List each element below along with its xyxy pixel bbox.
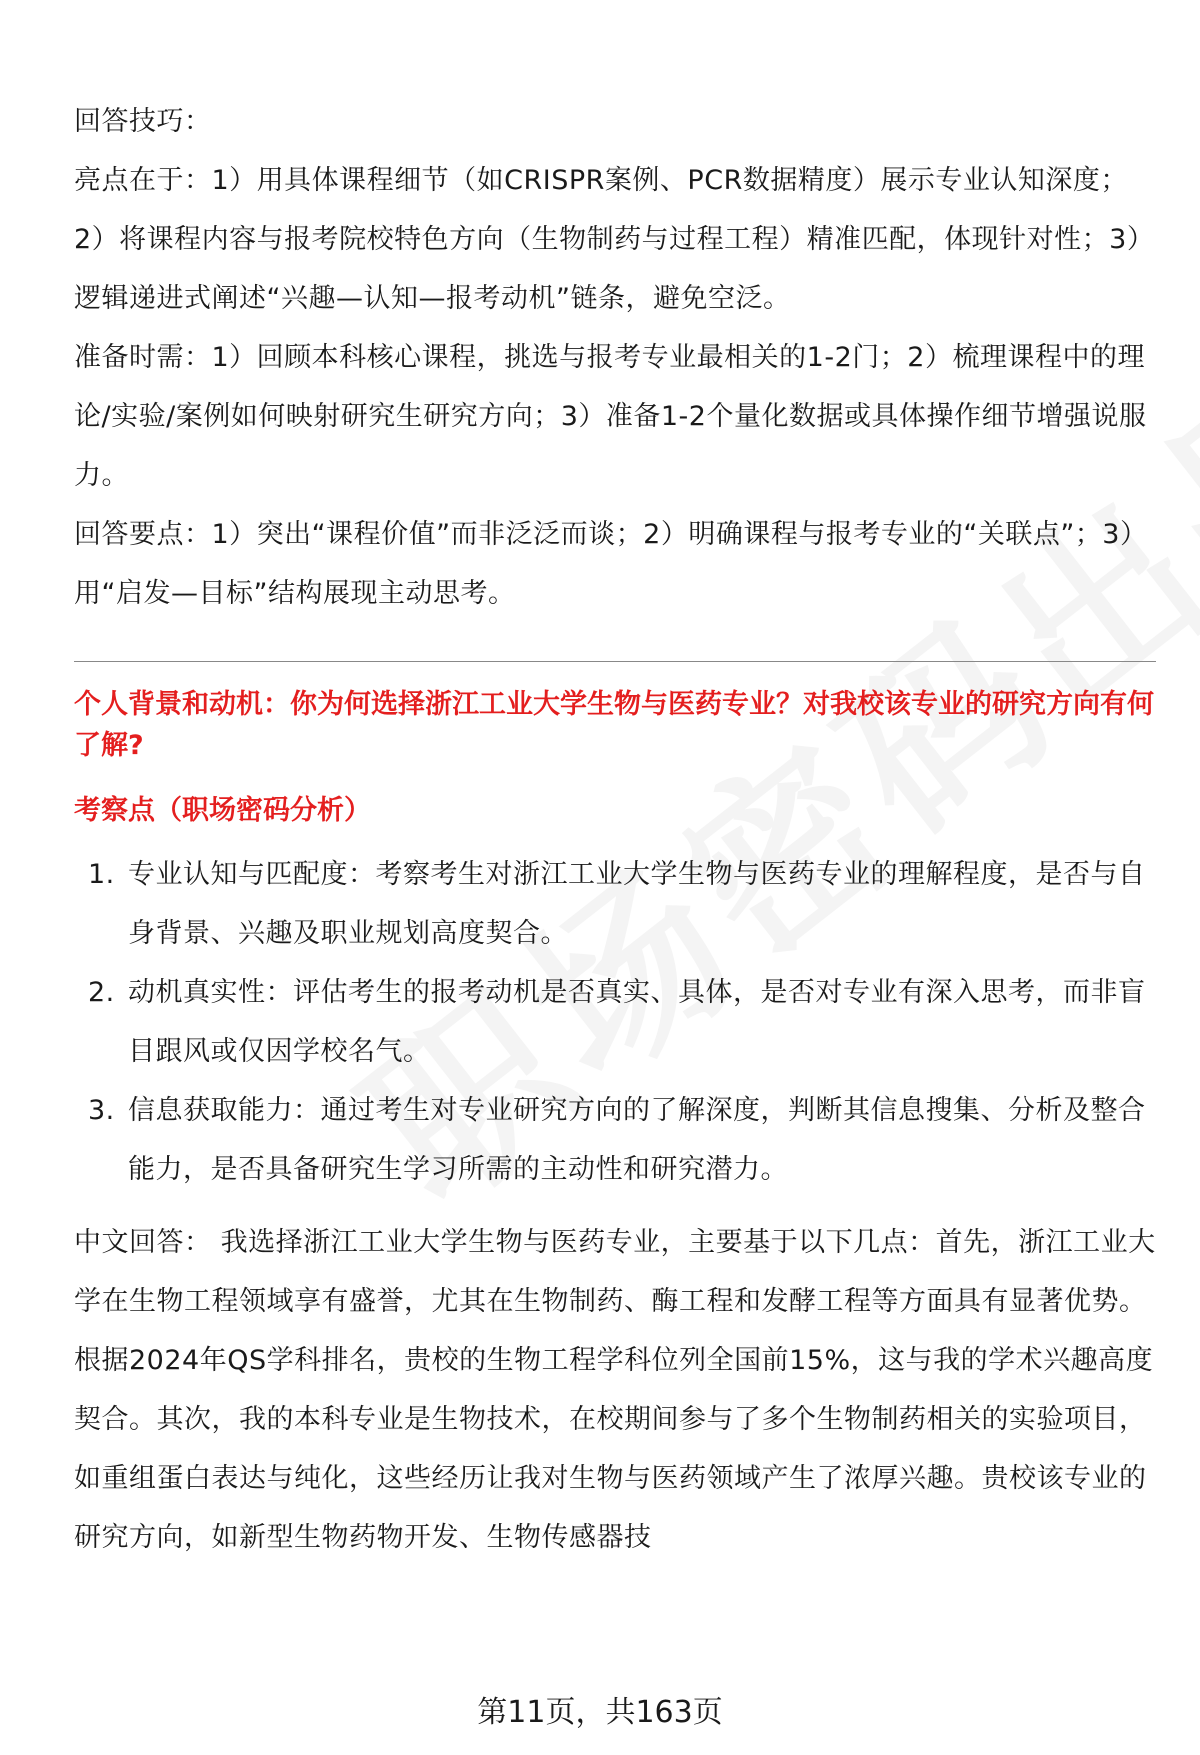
section-heading: 考察点（职场密码分析）	[74, 795, 371, 826]
page-number: 第11页，共163页	[477, 1695, 723, 1730]
tips-highlights: 亮点在于：1）用具体课程细节（如CRISPR案例、PCR数据精度）展示专业认知深度；2）将课程内容与报考院校特色方向（生物制药与过程工程）精准匹配，体现针对性；3）逻辑递进式阐述“兴趣—认知—报考动机”链条，避免空泛。	[74, 165, 1155, 314]
page-content	[74, 92, 1156, 1567]
list-item	[74, 845, 1156, 963]
list-item-text: 信息获取能力：通过考生对专业研究方向的了解深度，判断其信息搜集、分析及整合能力，是否具备研究生学习所需的主动性和研究潜力。	[128, 1095, 1146, 1185]
list-item-text: 动机真实性：评估考生的报考动机是否真实、具体，是否对专业有深入思考，而非盲目跟风或仅因学校名气。	[128, 977, 1146, 1067]
list-item	[74, 1081, 1156, 1199]
assessment-list	[74, 845, 1156, 1199]
list-item-number: 1.	[88, 859, 115, 890]
tips-heading: 回答技巧：	[74, 106, 212, 137]
section-divider	[74, 661, 1156, 662]
question-title: 个人背景和动机：你为何选择浙江工业大学生物与医药专业？对我校该专业的研究方向有何了解?	[74, 689, 1154, 761]
tips-prep: 准备时需：1）回顾本科核心课程，挑选与报考专业最相关的1-2门；2）梳理课程中的理论/实验/案例如何映射研究生研究方向；3）准备1-2个量化数据或具体操作细节增强说服力。	[74, 342, 1147, 491]
list-item-text: 专业认知与匹配度：考察考生对浙江工业大学生物与医药专业的理解程度，是否与自身背景、兴趣及职业规划高度契合。	[128, 859, 1146, 949]
list-item-number: 3.	[88, 1095, 115, 1126]
tips-points: 回答要点：1）突出“课程价值”而非泛泛而谈；2）明确课程与报考专业的“关联点”；3）用“启发—目标”结构展现主动思考。	[74, 519, 1148, 609]
list-item	[74, 963, 1156, 1081]
list-item-number: 2.	[88, 977, 115, 1008]
answer-text: 中文回答： 我选择浙江工业大学生物与医药专业，主要基于以下几点：首先，浙江工业大学在生物工程领域享有盛誉，尤其在生物制药、酶工程和发酵工程等方面具有显著优势。根据2024年QS学科排名，贵校的生物工程学科位列全国前15%，这与我的学术兴趣高度契合。其次，我的本科专业是生物技术，在校期间参与了多个生物制药相关的实验项目，如重组蛋白表达与纯化，这些经历让我对生物与医药领域产生了浓厚兴趣。贵校该专业的研究方向，如新型生物药物开发、生物传感器技	[74, 1227, 1156, 1553]
